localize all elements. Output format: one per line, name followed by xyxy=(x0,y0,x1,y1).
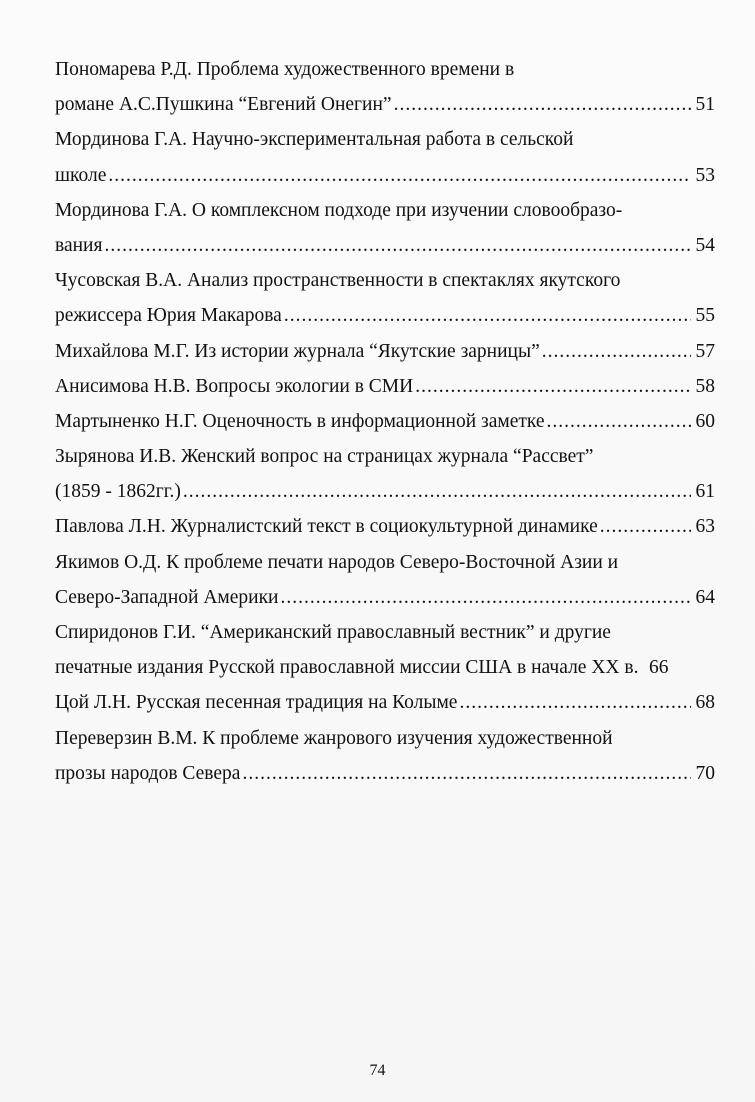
toc-entry xyxy=(55,369,715,404)
toc-page-number: 61 xyxy=(695,481,715,503)
toc-entry xyxy=(55,193,715,263)
toc-page-number: 70 xyxy=(695,762,715,784)
toc-page-number: 51 xyxy=(695,94,715,116)
toc-entry-title: Анисимова Н.В. Вопросы экологии в СМИ xyxy=(55,375,414,397)
toc-entry-title: печатные издания Русской православной миссии США в начале XX в. xyxy=(55,657,639,679)
dot-leader xyxy=(104,228,691,263)
dot-leader xyxy=(415,369,691,404)
dot-leader xyxy=(547,404,691,439)
toc-entry-line: Мординова Г.А. Научно-экспериментальная работа в сельской xyxy=(55,129,574,151)
toc-entry xyxy=(55,263,715,333)
toc-entry-line: Якимов О.Д. К проблеме печати народов Северо-Восточной Азии и xyxy=(55,551,619,573)
toc-entry-last-line xyxy=(55,404,715,439)
toc-entry-line: Мординова Г.А. О комплексном подходе при изучении словообразо- xyxy=(55,199,623,221)
toc-entry xyxy=(55,52,715,122)
toc-entry-title: режиссера Юрия Макарова xyxy=(55,305,282,327)
toc-entry xyxy=(55,122,715,192)
toc-entry-title: вания xyxy=(55,234,103,256)
table-of-contents xyxy=(55,52,715,791)
toc-entry-title: романе А.С.Пушкина “Евгений Онегин” xyxy=(55,94,392,116)
toc-page-number: 55 xyxy=(695,305,715,327)
toc-page-number: 68 xyxy=(695,692,715,714)
dot-leader xyxy=(108,158,691,193)
toc-entry-title: школе xyxy=(55,164,107,186)
toc-entry-title: Мартыненко Н.Г. Оценочность в информационной заметке xyxy=(55,410,545,432)
toc-entry-title: Павлова Л.Н. Журналистский текст в социокультурной динамике xyxy=(55,516,598,538)
toc-page-number: 60 xyxy=(695,410,715,432)
toc-entry-line: Спиридонов Г.И. “Американский православный вестник” и другие xyxy=(55,622,611,643)
toc-entry-last-line xyxy=(55,474,715,509)
toc-entry-last-line xyxy=(55,580,715,615)
toc-entry-line: Пономарева Р.Д. Проблема художественного времени в xyxy=(55,59,515,80)
toc-entry xyxy=(55,439,715,509)
toc-entry-last-line xyxy=(55,756,715,791)
toc-entry-last-line xyxy=(55,158,715,193)
toc-entry xyxy=(55,721,715,791)
toc-entry-title: Цой Л.Н. Русская песенная традиция на Колыме xyxy=(55,692,458,714)
toc-entry-title: (1859 - 1862гг.) xyxy=(55,481,181,503)
toc-page-number: 53 xyxy=(695,164,715,186)
toc-entry xyxy=(55,334,715,369)
toc-entry xyxy=(55,509,715,544)
dot-leader xyxy=(183,474,691,509)
dot-leader xyxy=(542,334,691,369)
toc-entry-title: Северо-Западной Америки xyxy=(55,586,279,608)
toc-page-number: 66 xyxy=(648,657,669,679)
page-number: 74 xyxy=(369,1062,386,1079)
toc-entry xyxy=(55,615,715,685)
toc-entry-line: Зырянова И.В. Женский вопрос на страницах журнала “Рассвет” xyxy=(55,446,594,468)
toc-entry-last-line xyxy=(55,685,715,720)
dot-leader xyxy=(284,298,691,333)
dot-leader xyxy=(394,87,691,122)
toc-entry-last-line xyxy=(55,228,715,263)
toc-entry-title: Михайлова М.Г. Из истории журнала “Якутские зарницы” xyxy=(55,340,540,362)
toc-entry-last-line xyxy=(55,87,715,122)
toc-entry-line: Переверзин В.М. К проблеме жанрового изучения художественной xyxy=(55,727,613,749)
toc-entry-last-line xyxy=(55,334,715,369)
toc-entry-line: Чусовская В.А. Анализ пространственности в спектаклях якутского xyxy=(55,270,621,292)
toc-entry-last-line xyxy=(55,650,715,685)
toc-entry-last-line xyxy=(55,298,715,333)
dot-leader xyxy=(242,756,691,791)
dot-leader xyxy=(600,509,691,544)
dot-leader xyxy=(459,685,691,720)
toc-entry-last-line xyxy=(55,369,715,404)
toc-page-number: 64 xyxy=(695,586,715,608)
toc-entry xyxy=(55,545,715,615)
toc-entry-title: прозы народов Севера xyxy=(55,762,241,784)
toc-page-number: 57 xyxy=(695,340,715,362)
toc-page-number: 58 xyxy=(695,375,715,397)
toc-entry xyxy=(55,404,715,439)
dot-leader xyxy=(281,580,692,615)
toc-page-number: 63 xyxy=(695,516,715,538)
toc-entry xyxy=(55,685,715,720)
toc-page-number: 54 xyxy=(695,234,715,256)
toc-entry-last-line xyxy=(55,509,715,544)
